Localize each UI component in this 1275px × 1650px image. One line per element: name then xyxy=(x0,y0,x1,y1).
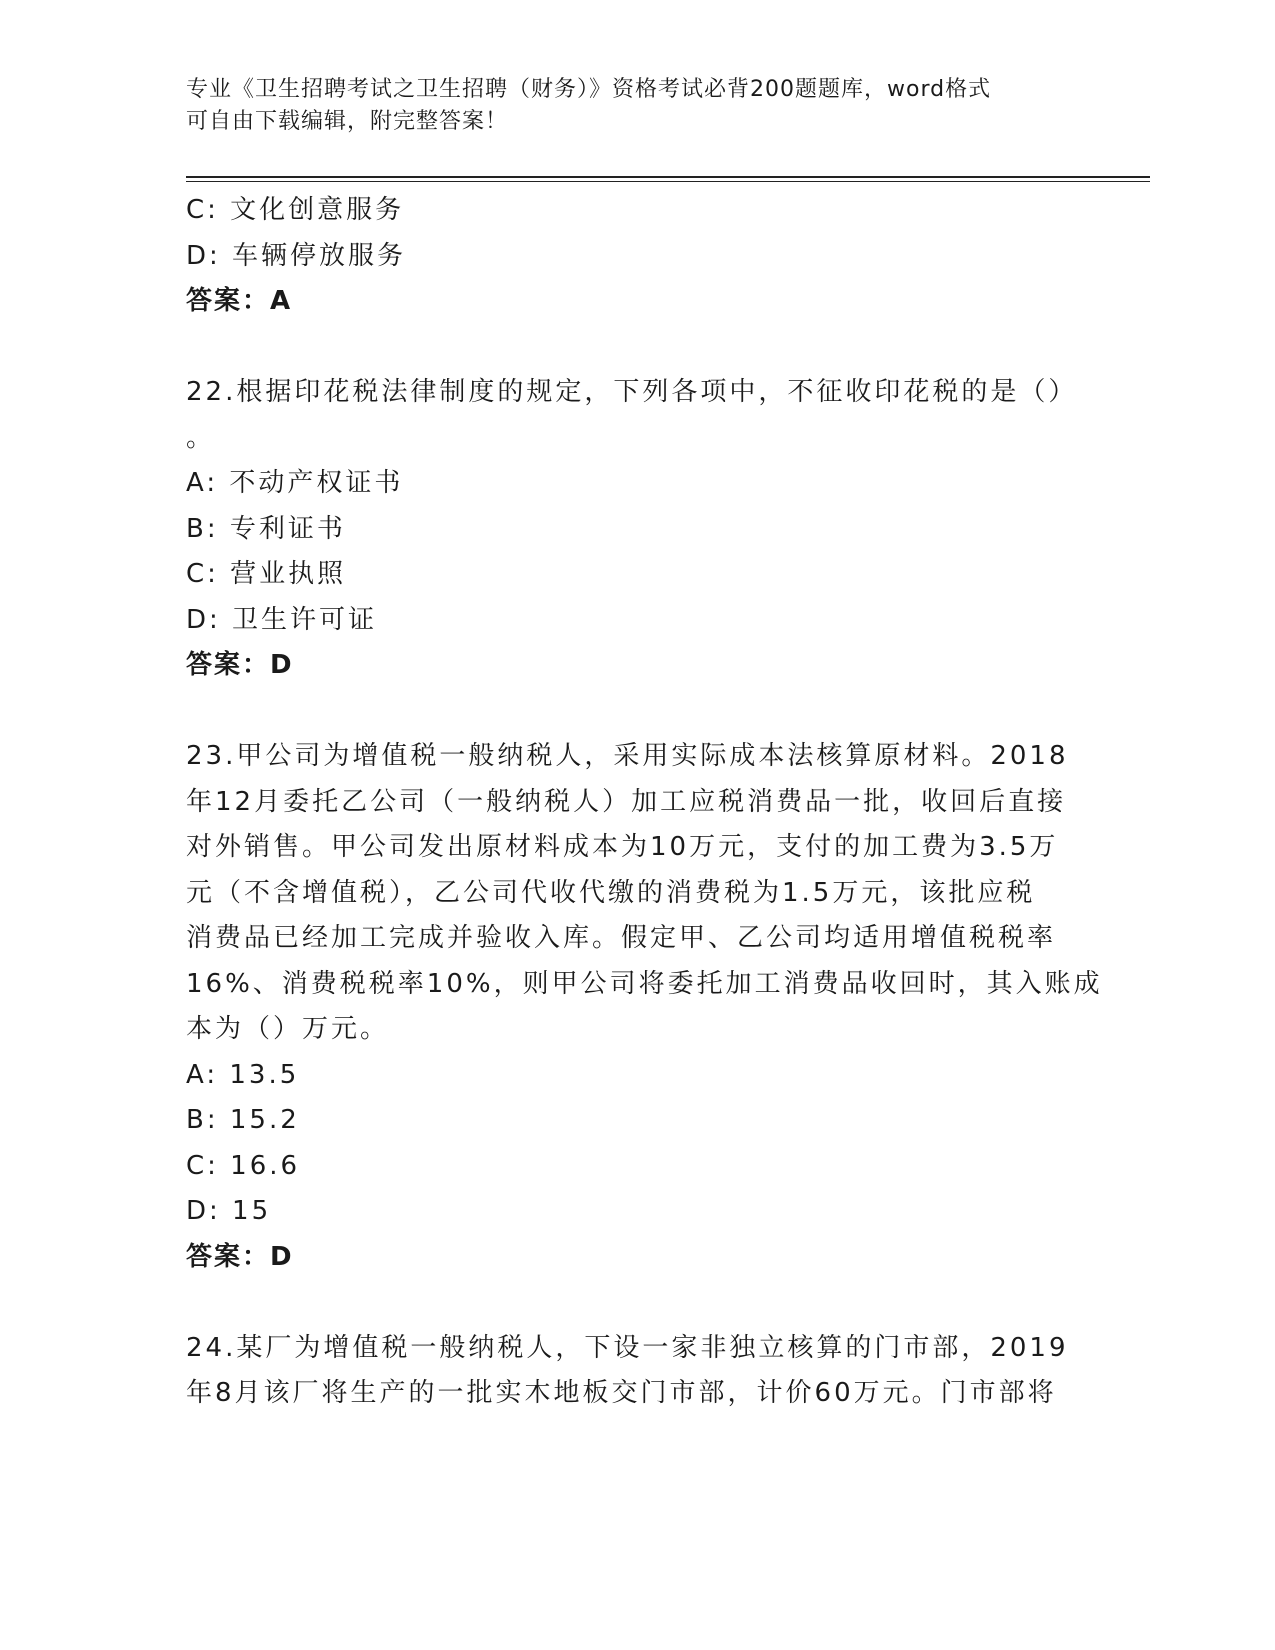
option-a: A: 不动产权证书 xyxy=(186,468,404,498)
option-d: D: 卫生许可证 xyxy=(186,604,378,635)
question-23 xyxy=(186,734,1103,1280)
spacer xyxy=(186,689,1076,735)
option-b: B: 专利证书 xyxy=(186,513,346,544)
question-text-line: 24.某厂为增值税一般纳税人，下设一家非独立核算的门市部，2019 xyxy=(186,1332,1069,1363)
header-divider-thin xyxy=(186,181,1150,182)
answer-label: 答案：A xyxy=(186,286,293,316)
question-text-line: 消费品已经加工完成并验收入库。假定甲、乙公司均适用增值税税率 xyxy=(186,923,1057,953)
header-divider-thick xyxy=(186,176,1150,178)
question-text-line: 年8月该厂将生产的一批实木地板交门市部，计价60万元。门市部将 xyxy=(186,1378,1057,1408)
spacer xyxy=(186,325,1076,371)
option-c: C: 16.6 xyxy=(186,1150,301,1181)
header-line-1: 专业《卫生招聘考试之卫生招聘（财务）》资格考试必背200题题库，word格式 xyxy=(186,77,992,102)
question-text-line: 23.甲公司为增值税一般纳税人，采用实际成本法核算原材料。2018 xyxy=(186,741,1069,771)
question-22 xyxy=(186,370,1076,689)
question-text-line: 22.根据印花税法律制度的规定，下列各项中，不征收印花税的是（） xyxy=(186,377,1078,407)
option-c: C: 营业执照 xyxy=(186,559,347,589)
question-text-line: 元（不含增值税），乙公司代收代缴的消费税为1.5万元，该批应税 xyxy=(186,877,1036,908)
question-text-line: 本为（）万元。 xyxy=(186,1014,390,1044)
question-21-tail xyxy=(186,188,1076,325)
option-b: B: 15.2 xyxy=(186,1105,300,1135)
spacer xyxy=(186,1280,1076,1326)
option-d: D: 车辆停放服务 xyxy=(186,240,407,271)
question-24 xyxy=(186,1326,1076,1417)
document-header xyxy=(186,74,1066,138)
question-text-line: 年12月委托乙公司（一般纳税人）加工应税消费品一批，收回后直接 xyxy=(186,786,1067,817)
option-c: C: 文化创意服务 xyxy=(186,195,405,225)
option-d: D: 15 xyxy=(186,1196,272,1226)
question-text-line: 16%、消费税税率10%，则甲公司将委托加工消费品收回时，其入账成 xyxy=(186,968,1103,999)
answer-label: 答案：D xyxy=(186,650,294,680)
option-a: A: 13.5 xyxy=(186,1059,300,1090)
document-body xyxy=(186,188,1103,1417)
question-text-line: 。 xyxy=(186,422,216,453)
header-line-2: 可自由下载编辑，附完整答案！ xyxy=(186,109,509,134)
answer-label: 答案：D xyxy=(186,1241,294,1272)
question-text-line: 对外销售。甲公司发出原材料成本为10万元，支付的加工费为3.5万 xyxy=(186,832,1059,862)
